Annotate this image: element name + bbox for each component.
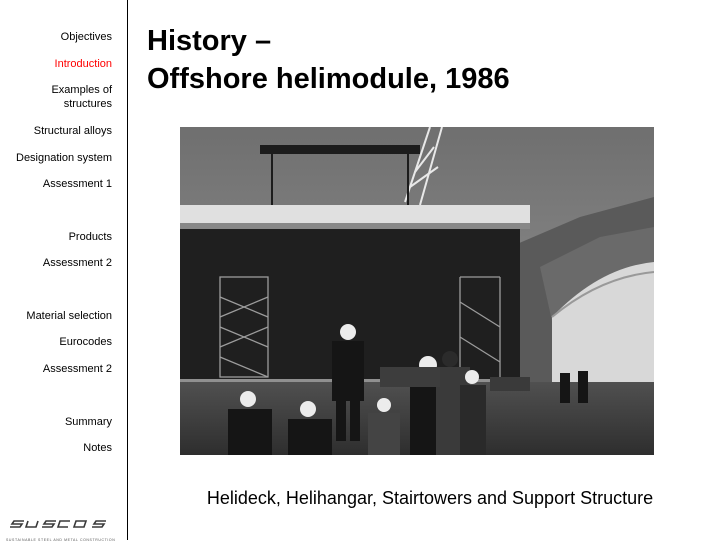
nav-item-material-selection[interactable]: Material selection — [26, 310, 112, 322]
suscos-logo — [6, 512, 122, 542]
helimodule-photo — [180, 127, 654, 455]
nav-item-summary[interactable]: Summary — [64, 416, 112, 428]
sidebar-nav — [0, 0, 112, 540]
nav-item-examples-of-structures[interactable]: Examples of structures — [51, 84, 112, 110]
nav-item-objectives[interactable]: Objectives — [60, 31, 112, 43]
nav-item-structural-alloys[interactable]: Structural alloys — [33, 125, 112, 137]
nav-item-designation-system[interactable]: Designation system — [16, 152, 112, 164]
photo-caption: Helideck, Helihangar, Stairtowers and Support Structure — [206, 488, 654, 508]
sidebar-divider — [127, 0, 128, 540]
nav-item-assessment-2b[interactable]: Assessment 2 — [42, 363, 112, 375]
logo-tagline: SUSTAINABLE STEEL AND METAL CONSTRUCTION — [6, 538, 116, 542]
photo-illustration — [180, 127, 654, 455]
slide-title-line-2: Offshore helimodule, 1986 — [147, 63, 510, 95]
nav-item-products[interactable]: Products — [68, 231, 112, 243]
nav-item-assessment-1[interactable]: Assessment 1 — [42, 178, 112, 190]
nav-item-eurocodes[interactable]: Eurocodes — [59, 336, 112, 348]
nav-item-introduction[interactable]: Introduction — [54, 58, 112, 70]
slide-title-line-1: History – — [147, 25, 272, 57]
logo-wordmark-icon — [6, 512, 122, 532]
nav-item-assessment-2[interactable]: Assessment 2 — [42, 257, 112, 269]
slide-title — [147, 22, 707, 98]
nav-item-notes[interactable]: Notes — [83, 442, 112, 454]
